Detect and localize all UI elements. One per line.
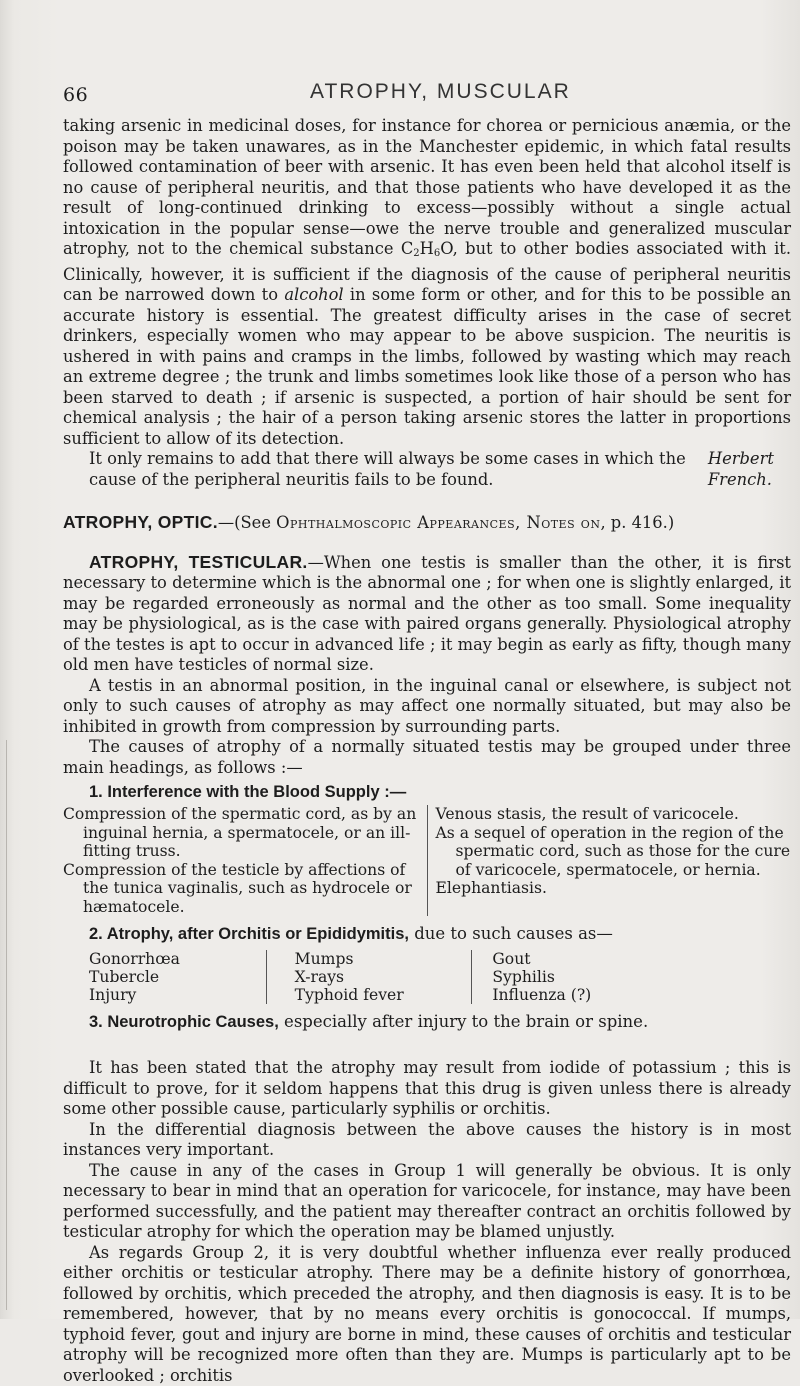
blood-supply-left-column bbox=[63, 805, 428, 916]
paragraph-group-2: As regards Group 2, it is very doubtful whether influenza ever really produced either orchitis or testicular atrophy. There may be a definite history of gonorrhœa, followed by orchitis, which preceded the atrophy, and then diagnosis is easy. It is to be remembered, however, that by no means every orchitis is gonococcal. If mumps, typhoid fever, gout and injury are borne in mind, these causes of orchitis and testicular atrophy will be recognized more often than they are. Mumps is particularly apt to be overlooked ; orchitis bbox=[63, 1243, 791, 1386]
list-item: Gout bbox=[492, 950, 669, 968]
list-item: Syphilis bbox=[492, 968, 669, 986]
entry-heading-optic: ATROPHY, OPTIC. bbox=[63, 512, 218, 532]
list-item: Compression of the spermatic cord, as by an inguinal hernia, a spermatocele, or an ill-fitting truss. bbox=[63, 805, 419, 861]
list-item: X-rays bbox=[295, 968, 472, 986]
author-signature: Herbert French. bbox=[708, 449, 791, 490]
paragraph-neuritis-causes: taking arsenic in medicinal doses, for instance for chorea or pernicious anæmia, or the poison may be taken unawares, as in the Manchester epidemic, in which fatal results followed contamination of beer with arsenic. It has even been held that alcohol itself is no cause of peripheral neuritis, and that those patients who have developed it as the result of long-continued drinking to excess—possibly without a single actual intoxication in the popular sense—owe the nerve trouble and generalized muscular atrophy, not to the chemical substance $C_2H_6O$, but to other bodies associated with it. Clinically, however, it is sufficient if the diagnosis of the cause of peripheral neuritis can be narrowed down to alcohol in some form or other, and for this to be possible an accurate history is essential. The greatest difficulty arises in the case of secret drinkers, especially women who may appear to be above suspicion. The neuritis is ushered in with pains and cramps in the limbs, followed by wasting which may reach an extreme degree ; the trunk and limbs sometimes look like those of a person who has been starved to death ; if arsenic is suspected, a portion of hair should be sent for chemical analysis ; the hair of a person taking arsenic stores the latter in proportions sufficient to allow of its detection. bbox=[63, 116, 791, 449]
heading-blood-supply: 1. Interference with the Blood Supply :— bbox=[63, 780, 791, 804]
list-item: Venous stasis, the result of varicocele. bbox=[436, 805, 792, 824]
paragraph-neuritis-closing: It only remains to add that there will always be some cases in which the cause of the peripheral neuritis fails to be found. Herbert French. bbox=[63, 449, 791, 490]
heading-neurotrophic: 3. Neurotrophic Causes, especially after injury to the brain or spine. bbox=[63, 1010, 791, 1034]
paragraph-causes-intro: The causes of atrophy of a normally situated testis may be grouped under three main headings, as follows :— bbox=[63, 737, 791, 778]
paragraph-abnormal-position: A testis in an abnormal position, in the inguinal canal or elsewhere, is subject not only to such causes of atrophy as may affect one normally situated, but may also be inhibited in growth from compression by surrounding parts. bbox=[63, 676, 791, 738]
list-item: Tubercle bbox=[89, 968, 266, 986]
orchitis-causes bbox=[89, 950, 669, 1004]
list-item: Influenza (?) bbox=[492, 986, 669, 1004]
list-item: Elephantiasis. bbox=[436, 879, 792, 898]
page-number: 66 bbox=[63, 84, 88, 106]
orchitis-column-3 bbox=[472, 950, 669, 1004]
page-content bbox=[63, 0, 791, 1386]
list-item: Mumps bbox=[295, 950, 472, 968]
entry-atrophy-optic: ATROPHY, OPTIC.—(See Ophthalmoscopic Appearances, Notes on, p. 416.) bbox=[63, 512, 791, 534]
heading-orchitis: 2. Atrophy, after Orchitis or Epididymitis, due to such causes as— bbox=[63, 922, 791, 946]
list-item: Injury bbox=[89, 986, 266, 1004]
paragraph-differential: In the differential diagnosis between the above causes the history is in most instances very important. bbox=[63, 1120, 791, 1161]
blood-supply-causes bbox=[63, 805, 791, 916]
cross-reference: Ophthalmoscopic Appearances, Notes on bbox=[276, 513, 600, 532]
list-item: As a sequel of operation in the region of the spermatic cord, such as those for the cure of varicocele, spermatocele, or hernia. bbox=[436, 824, 792, 880]
list-item: Compression of the testicle by affections of the tunica vaginalis, such as hydrocele or hæmatocele. bbox=[63, 861, 419, 917]
entry-heading-testicular: ATROPHY, TESTICULAR. bbox=[89, 552, 308, 572]
paragraph-iodide: It has been stated that the atrophy may result from iodide of potassium ; this is difficult to prove, for it seldom happens that this drug is given unless there is already some other possible cause, particularly syphilis or orchitis. bbox=[63, 1058, 791, 1120]
running-title: ATROPHY, MUSCULAR bbox=[310, 80, 571, 104]
running-head bbox=[63, 74, 791, 114]
list-item: Typhoid fever bbox=[295, 986, 472, 1004]
list-item: Gonorrhœa bbox=[89, 950, 266, 968]
blood-supply-right-column bbox=[428, 805, 792, 916]
page-edge-shadow bbox=[6, 740, 7, 1310]
paragraph-group-1: The cause in any of the cases in Group 1 will generally be obvious. It is only necessary to bear in mind that an operation for varicocele, for instance, may have been performed successfully, and the patient may thereafter contract an orchitis followed by testicular atrophy for which the operation may be blamed unjustly. bbox=[63, 1161, 791, 1243]
orchitis-column-2 bbox=[266, 950, 473, 1004]
entry-atrophy-testicular: ATROPHY, TESTICULAR.—When one testis is smaller than the other, it is first necessary to determine which is the abnormal one ; for when one is slightly enlarged, it may be regarded erroneously as normal and the other as too small. Some inequality may be physiological, as is the case with paired organs generally. Physiological atrophy of the testes is apt to occur in advanced life ; it may begin as early as fifty, though many old men have testicles of normal size. bbox=[63, 552, 791, 676]
orchitis-column-1 bbox=[89, 950, 266, 1004]
